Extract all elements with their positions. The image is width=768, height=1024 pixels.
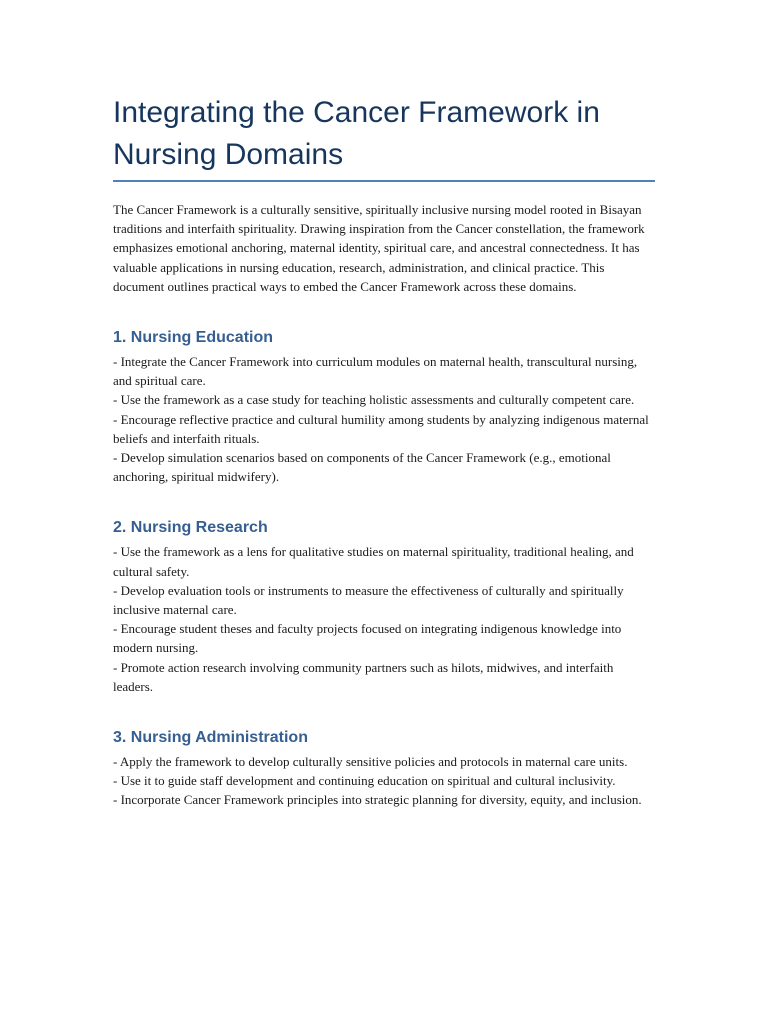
- section-heading: 2. Nursing Research: [113, 519, 268, 537]
- list-item: - Promote action research involving community partners such as hilots, midwives, and interfaith leaders.: [113, 659, 614, 694]
- list-item: - Use it to guide staff development and continuing education on spiritual and cultural inclusivity.: [113, 773, 616, 789]
- bullet-list: [113, 352, 655, 486]
- section-heading: 3. Nursing Administration: [113, 729, 308, 747]
- list-item: - Integrate the Cancer Framework into curriculum modules on maternal health, transcultural nursing, and spiritual care.: [113, 354, 638, 389]
- intro-paragraph: The Cancer Framework is a culturally sensitive, spiritually inclusive nursing model rooted in Bisayan traditions and interfaith spirituality. Drawing inspiration from the Cancer constellation, the framework emphasizes emotional anchoring, maternal identity, spiritual care, and ancestral connectedness. It has valuable applications in nursing education, research, administration, and clinical practice. This document outlines practical ways to embed the Cancer Framework across these domains.: [113, 202, 645, 294]
- list-item: - Use the framework as a case study for teaching holistic assessments and culturally competent care.: [113, 392, 635, 408]
- list-item: - Use the framework as a lens for qualitative studies on maternal spirituality, traditional healing, and cultural safety.: [113, 544, 634, 579]
- list-item: - Apply the framework to develop culturally sensitive policies and protocols in maternal care units.: [113, 754, 628, 770]
- document-page: [113, 92, 655, 810]
- list-item: - Incorporate Cancer Framework principles into strategic planning for diversity, equity, and inclusion.: [113, 792, 642, 808]
- section-heading: 1. Nursing Education: [113, 329, 274, 347]
- bullet-list: [113, 752, 655, 810]
- list-item: - Encourage reflective practice and cultural humility among students by analyzing indigenous maternal beliefs and interfaith rituals.: [113, 411, 649, 446]
- document-title: Integrating the Cancer Framework in Nursing Domains: [113, 92, 655, 182]
- bullet-list: [113, 542, 655, 696]
- list-item: - Develop evaluation tools or instruments to measure the effectiveness of culturally and spiritually inclusive maternal care.: [113, 582, 624, 618]
- section-nursing-research: [113, 518, 655, 696]
- section-nursing-education: [113, 328, 655, 486]
- list-item: - Encourage student theses and faculty projects focused on integrating indigenous knowledge into modern nursing.: [113, 621, 622, 656]
- section-nursing-administration: [113, 728, 655, 810]
- list-item: - Develop simulation scenarios based on components of the Cancer Framework (e.g., emotional anchoring, spiritual midwifery).: [113, 450, 611, 485]
